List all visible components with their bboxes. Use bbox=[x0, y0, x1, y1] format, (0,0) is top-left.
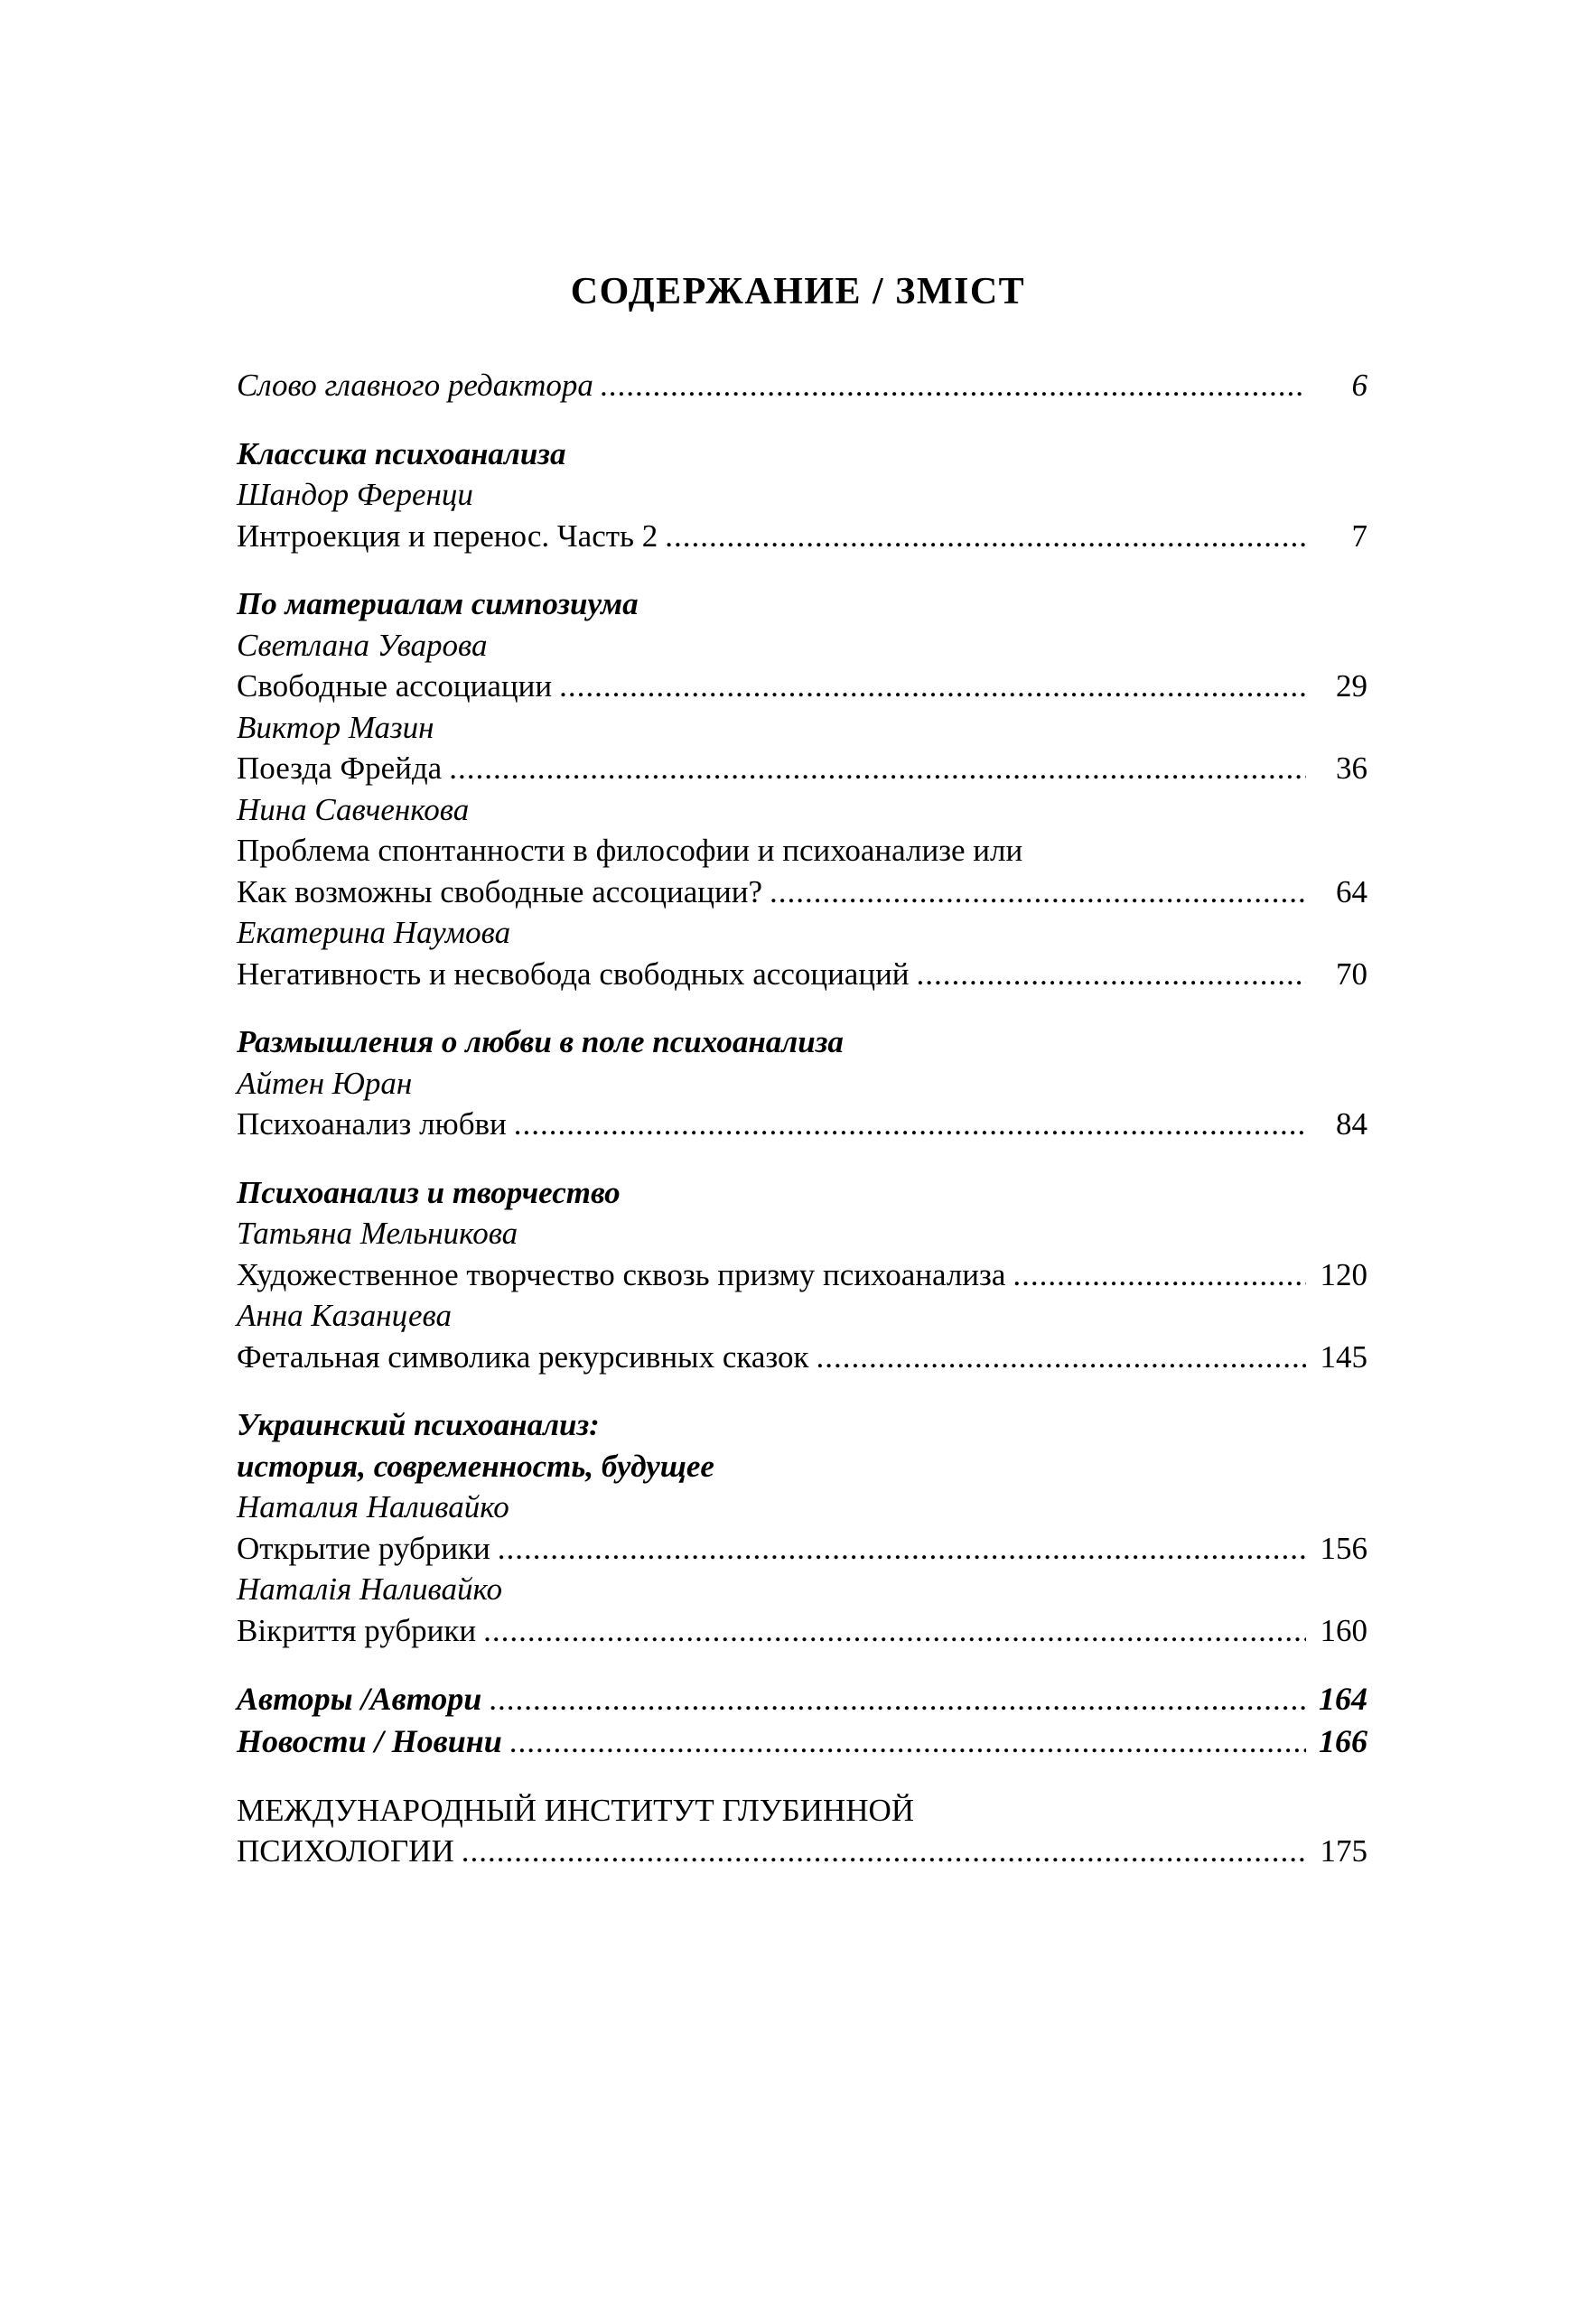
entry-author: Виктор Мазин bbox=[237, 709, 434, 745]
entry-title: Интроекция и перенос. Часть 2 bbox=[237, 517, 658, 554]
toc-entry[interactable] bbox=[237, 1678, 1367, 1720]
entry-title: Вікриття рубрики bbox=[237, 1612, 477, 1648]
entry-author: Екатерина Наумова bbox=[237, 915, 511, 950]
entry-page-number: 166 bbox=[1319, 1722, 1367, 1759]
toc-group-classics-of-psychoanalysis bbox=[237, 434, 1367, 557]
toc-entry[interactable] bbox=[237, 1104, 1367, 1145]
toc-entry[interactable] bbox=[237, 1610, 1367, 1652]
dot-leader bbox=[665, 516, 1306, 557]
entry-page-number: 7 bbox=[1351, 517, 1367, 554]
dot-leader bbox=[462, 1831, 1306, 1872]
toc-entry[interactable] bbox=[237, 748, 1367, 789]
toc-entry[interactable] bbox=[237, 516, 1367, 557]
dot-leader bbox=[489, 1679, 1306, 1720]
page-title: СОДЕРЖАНИЕ / ЗМІСТ bbox=[570, 271, 1026, 312]
toc-entry[interactable] bbox=[237, 365, 1367, 406]
dot-leader bbox=[483, 1610, 1306, 1652]
dot-leader bbox=[509, 1721, 1306, 1763]
section-heading: Классика психоанализа bbox=[237, 435, 566, 471]
dot-leader bbox=[917, 954, 1306, 995]
entry-page-number: 164 bbox=[1319, 1681, 1367, 1717]
toc-entry[interactable] bbox=[237, 954, 1367, 995]
entry-title: ПСИХОЛОГИИ bbox=[237, 1833, 454, 1869]
toc-entry[interactable] bbox=[237, 1337, 1367, 1378]
entry-author: Татьяна Мельникова bbox=[237, 1216, 518, 1251]
entry-page-number: 84 bbox=[1336, 1106, 1367, 1142]
entry-author: Нина Савченкова bbox=[237, 791, 470, 827]
toc-entry[interactable] bbox=[237, 1528, 1367, 1570]
dot-leader bbox=[559, 666, 1306, 707]
dot-leader bbox=[817, 1337, 1307, 1378]
dot-leader bbox=[514, 1104, 1306, 1145]
entry-author: Айтен Юран bbox=[237, 1065, 413, 1101]
toc-group-symposium-materials bbox=[237, 583, 1367, 994]
entry-title: Поезда Фрейда bbox=[237, 750, 443, 786]
section-heading: Украинский психоанализ: bbox=[237, 1407, 600, 1442]
dot-leader bbox=[498, 1528, 1306, 1570]
dot-leader bbox=[1013, 1254, 1306, 1296]
section-heading: Психоанализ и творчество bbox=[237, 1174, 621, 1210]
section-heading: По материалам симпозиума bbox=[237, 586, 639, 621]
entry-title: Открытие рубрики bbox=[237, 1530, 490, 1566]
table-of-contents bbox=[237, 365, 1367, 1872]
toc-entry[interactable] bbox=[237, 1254, 1367, 1296]
entry-page-number: 70 bbox=[1336, 956, 1367, 992]
entry-page-number: 120 bbox=[1320, 1256, 1367, 1292]
entry-page-number: 145 bbox=[1320, 1338, 1367, 1375]
entry-title: Свободные ассоциации bbox=[237, 668, 553, 704]
entry-title: Новости / Новини bbox=[237, 1722, 502, 1759]
entry-author: Наталія Наливайко bbox=[237, 1571, 503, 1607]
toc-group-back-matter bbox=[237, 1678, 1367, 1763]
toc-entry[interactable] bbox=[237, 872, 1367, 913]
toc-group-institute bbox=[237, 1790, 1367, 1872]
toc-entry[interactable] bbox=[237, 1720, 1367, 1763]
entry-title: Негативность и несвобода свободных ассоциаций bbox=[237, 956, 910, 992]
entry-title: Как возможны свободные ассоциации? bbox=[237, 873, 763, 909]
entry-page-number: 160 bbox=[1320, 1612, 1367, 1648]
entry-title: Слово главного редактора bbox=[237, 368, 593, 403]
entry-page-number: 156 bbox=[1320, 1530, 1367, 1566]
dot-leader bbox=[770, 872, 1306, 913]
toc-entry[interactable] bbox=[237, 1831, 1367, 1872]
entry-author: Светлана Уварова bbox=[237, 627, 488, 663]
entry-title: Фетальная символика рекурсивных сказок bbox=[237, 1338, 809, 1375]
toc-group-psychoanalysis-and-creativity bbox=[237, 1172, 1367, 1378]
entry-title: Художественное творчество сквозь призму психоанализа bbox=[237, 1256, 1006, 1292]
entry-title: Психоанализ любви bbox=[237, 1106, 507, 1142]
entry-author: Шандор Ференци bbox=[237, 477, 473, 512]
entry-title-continued[interactable]: МЕЖДУНАРОДНЫЙ ИНСТИТУТ ГЛУБИННОЙ bbox=[237, 1792, 915, 1828]
section-heading: Размышления о любви в поле психоанализа bbox=[237, 1024, 844, 1059]
toc-entry[interactable] bbox=[237, 666, 1367, 707]
toc-group-editors-word bbox=[237, 365, 1367, 406]
entry-page-number: 6 bbox=[1351, 368, 1367, 403]
section-heading-line2: история, современность, будущее bbox=[237, 1448, 714, 1484]
entry-page-number: 64 bbox=[1336, 873, 1367, 909]
toc-group-reflections-on-love bbox=[237, 1021, 1367, 1145]
entry-author: Анна Казанцева bbox=[237, 1298, 452, 1333]
entry-title: Авторы /Автори bbox=[237, 1681, 482, 1717]
entry-title-continued[interactable]: Проблема спонтанности в философии и психоанализе или bbox=[237, 833, 1023, 868]
dot-leader bbox=[601, 365, 1306, 406]
entry-author: Наталия Наливайко bbox=[237, 1489, 509, 1524]
toc-group-ukrainian-psychoanalysis bbox=[237, 1404, 1367, 1651]
entry-page-number: 36 bbox=[1336, 750, 1367, 786]
entry-page-number: 29 bbox=[1336, 668, 1367, 704]
dot-leader bbox=[449, 748, 1306, 789]
entry-page-number: 175 bbox=[1320, 1833, 1367, 1869]
